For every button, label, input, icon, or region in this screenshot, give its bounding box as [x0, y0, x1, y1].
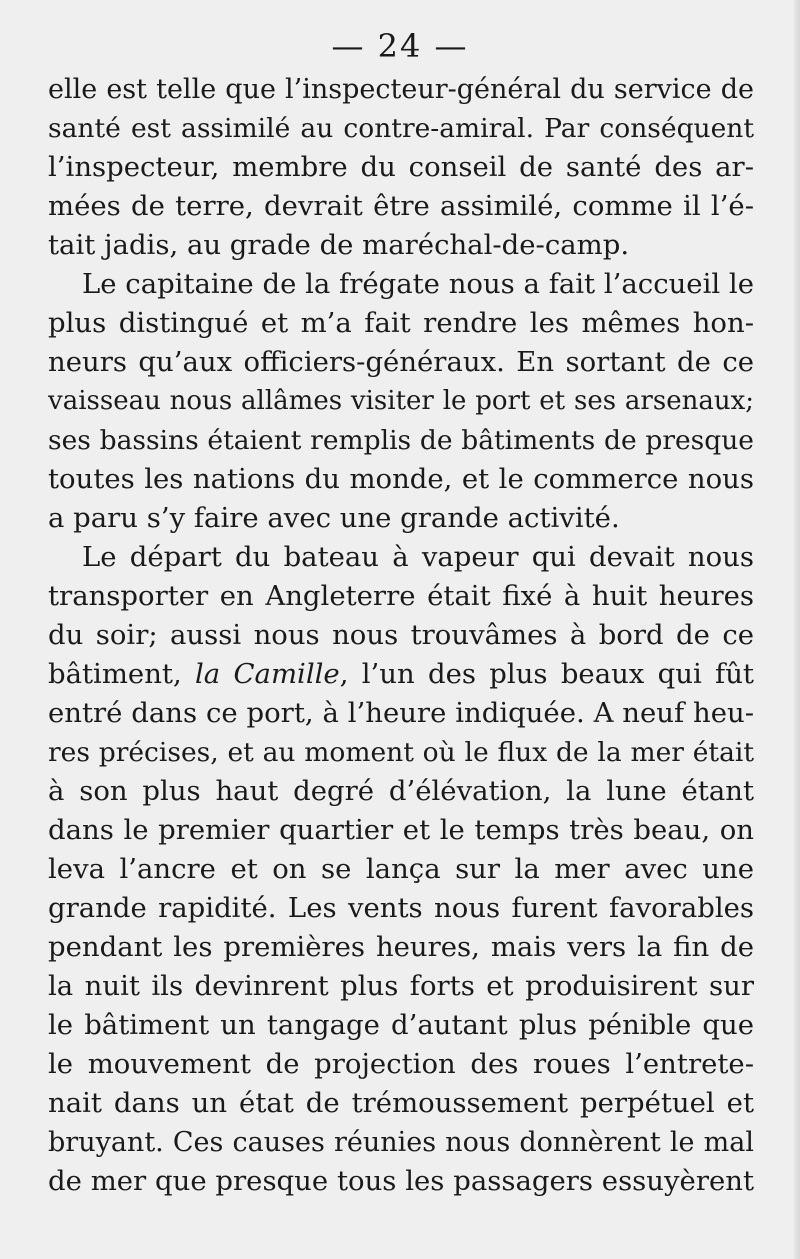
text-line: bruyant. Ces causes réunies nous donnèrent le mal: [48, 1127, 754, 1158]
text-line: dans le premier quartier et le temps très beau, on: [48, 814, 754, 846]
text-line: toutes les nations du monde, et le commerce nous: [48, 463, 754, 495]
text-line: Le capitaine de la frégate nous a fait l’accueil le: [82, 268, 754, 300]
text-line: a paru s’y faire avec une grande activité.: [48, 502, 620, 534]
text-line: mées de terre, devrait être assimilé, comme il l’é-: [48, 190, 754, 222]
text-line: neurs qu’aux officiers-généraux. En sortant de ce: [48, 346, 754, 378]
text-line: Le départ du bateau à vapeur qui devait nous: [82, 541, 754, 573]
text-line: le mouvement de projection des roues l’entrete-: [48, 1048, 754, 1080]
text-segment: , l’un des plus beaux qui fût: [339, 658, 754, 690]
text-line: l’inspecteur, membre du conseil de santé des ar-: [48, 151, 754, 183]
text-line: vaisseau nous allâmes visiter le port et ses arsenaux;: [48, 386, 754, 416]
text-line: tait jadis, au grade de maréchal-de-camp.: [48, 229, 630, 261]
text-line: la nuit ils devinrent plus forts et produisirent sur: [48, 970, 754, 1002]
text-line: res précises, et au moment où le flux de la mer était: [48, 737, 754, 768]
text-line: ses bassins étaient remplis de bâtiments de presque: [48, 425, 754, 456]
text-line: le bâtiment un tangage d’autant plus pénible que: [48, 1009, 754, 1041]
text-line: plus distingué et m’a fait rendre les mêmes hon-: [48, 307, 754, 339]
ship-name: la Camille: [195, 658, 340, 690]
text-line: santé est assimilé au contre-amiral. Par conséquent: [48, 113, 754, 144]
body-text: [48, 70, 754, 1201]
text-segment: bâtiment,: [48, 658, 196, 690]
text-line: grande rapidité. Les vents nous furent favorables: [48, 892, 754, 924]
text-line: de mer que presque tous les passagers essuyèrent: [48, 1165, 754, 1197]
text-line: entré dans ce port, à l’heure indiquée. A neuf heu-: [48, 697, 754, 729]
text-line: transporter en Angleterre était fixé à huit heures: [48, 580, 754, 612]
text-line: pendant les premières heures, mais vers la fin de: [48, 931, 754, 963]
text-line: à son plus haut degré d’élévation, la lune étant: [48, 775, 754, 807]
text-line: leva l’ancre et on se lança sur la mer avec une: [48, 853, 754, 885]
text-line: [48, 655, 754, 694]
text-line: nait dans un état de trémoussement perpétuel et: [48, 1087, 754, 1119]
text-line: elle est telle que l’inspecteur-général du service de: [48, 74, 754, 105]
text-line: du soir; aussi nous nous trouvâmes à bord de ce: [48, 619, 754, 651]
page-number: — 24 —: [331, 27, 469, 65]
page-edge: [794, 0, 800, 1259]
